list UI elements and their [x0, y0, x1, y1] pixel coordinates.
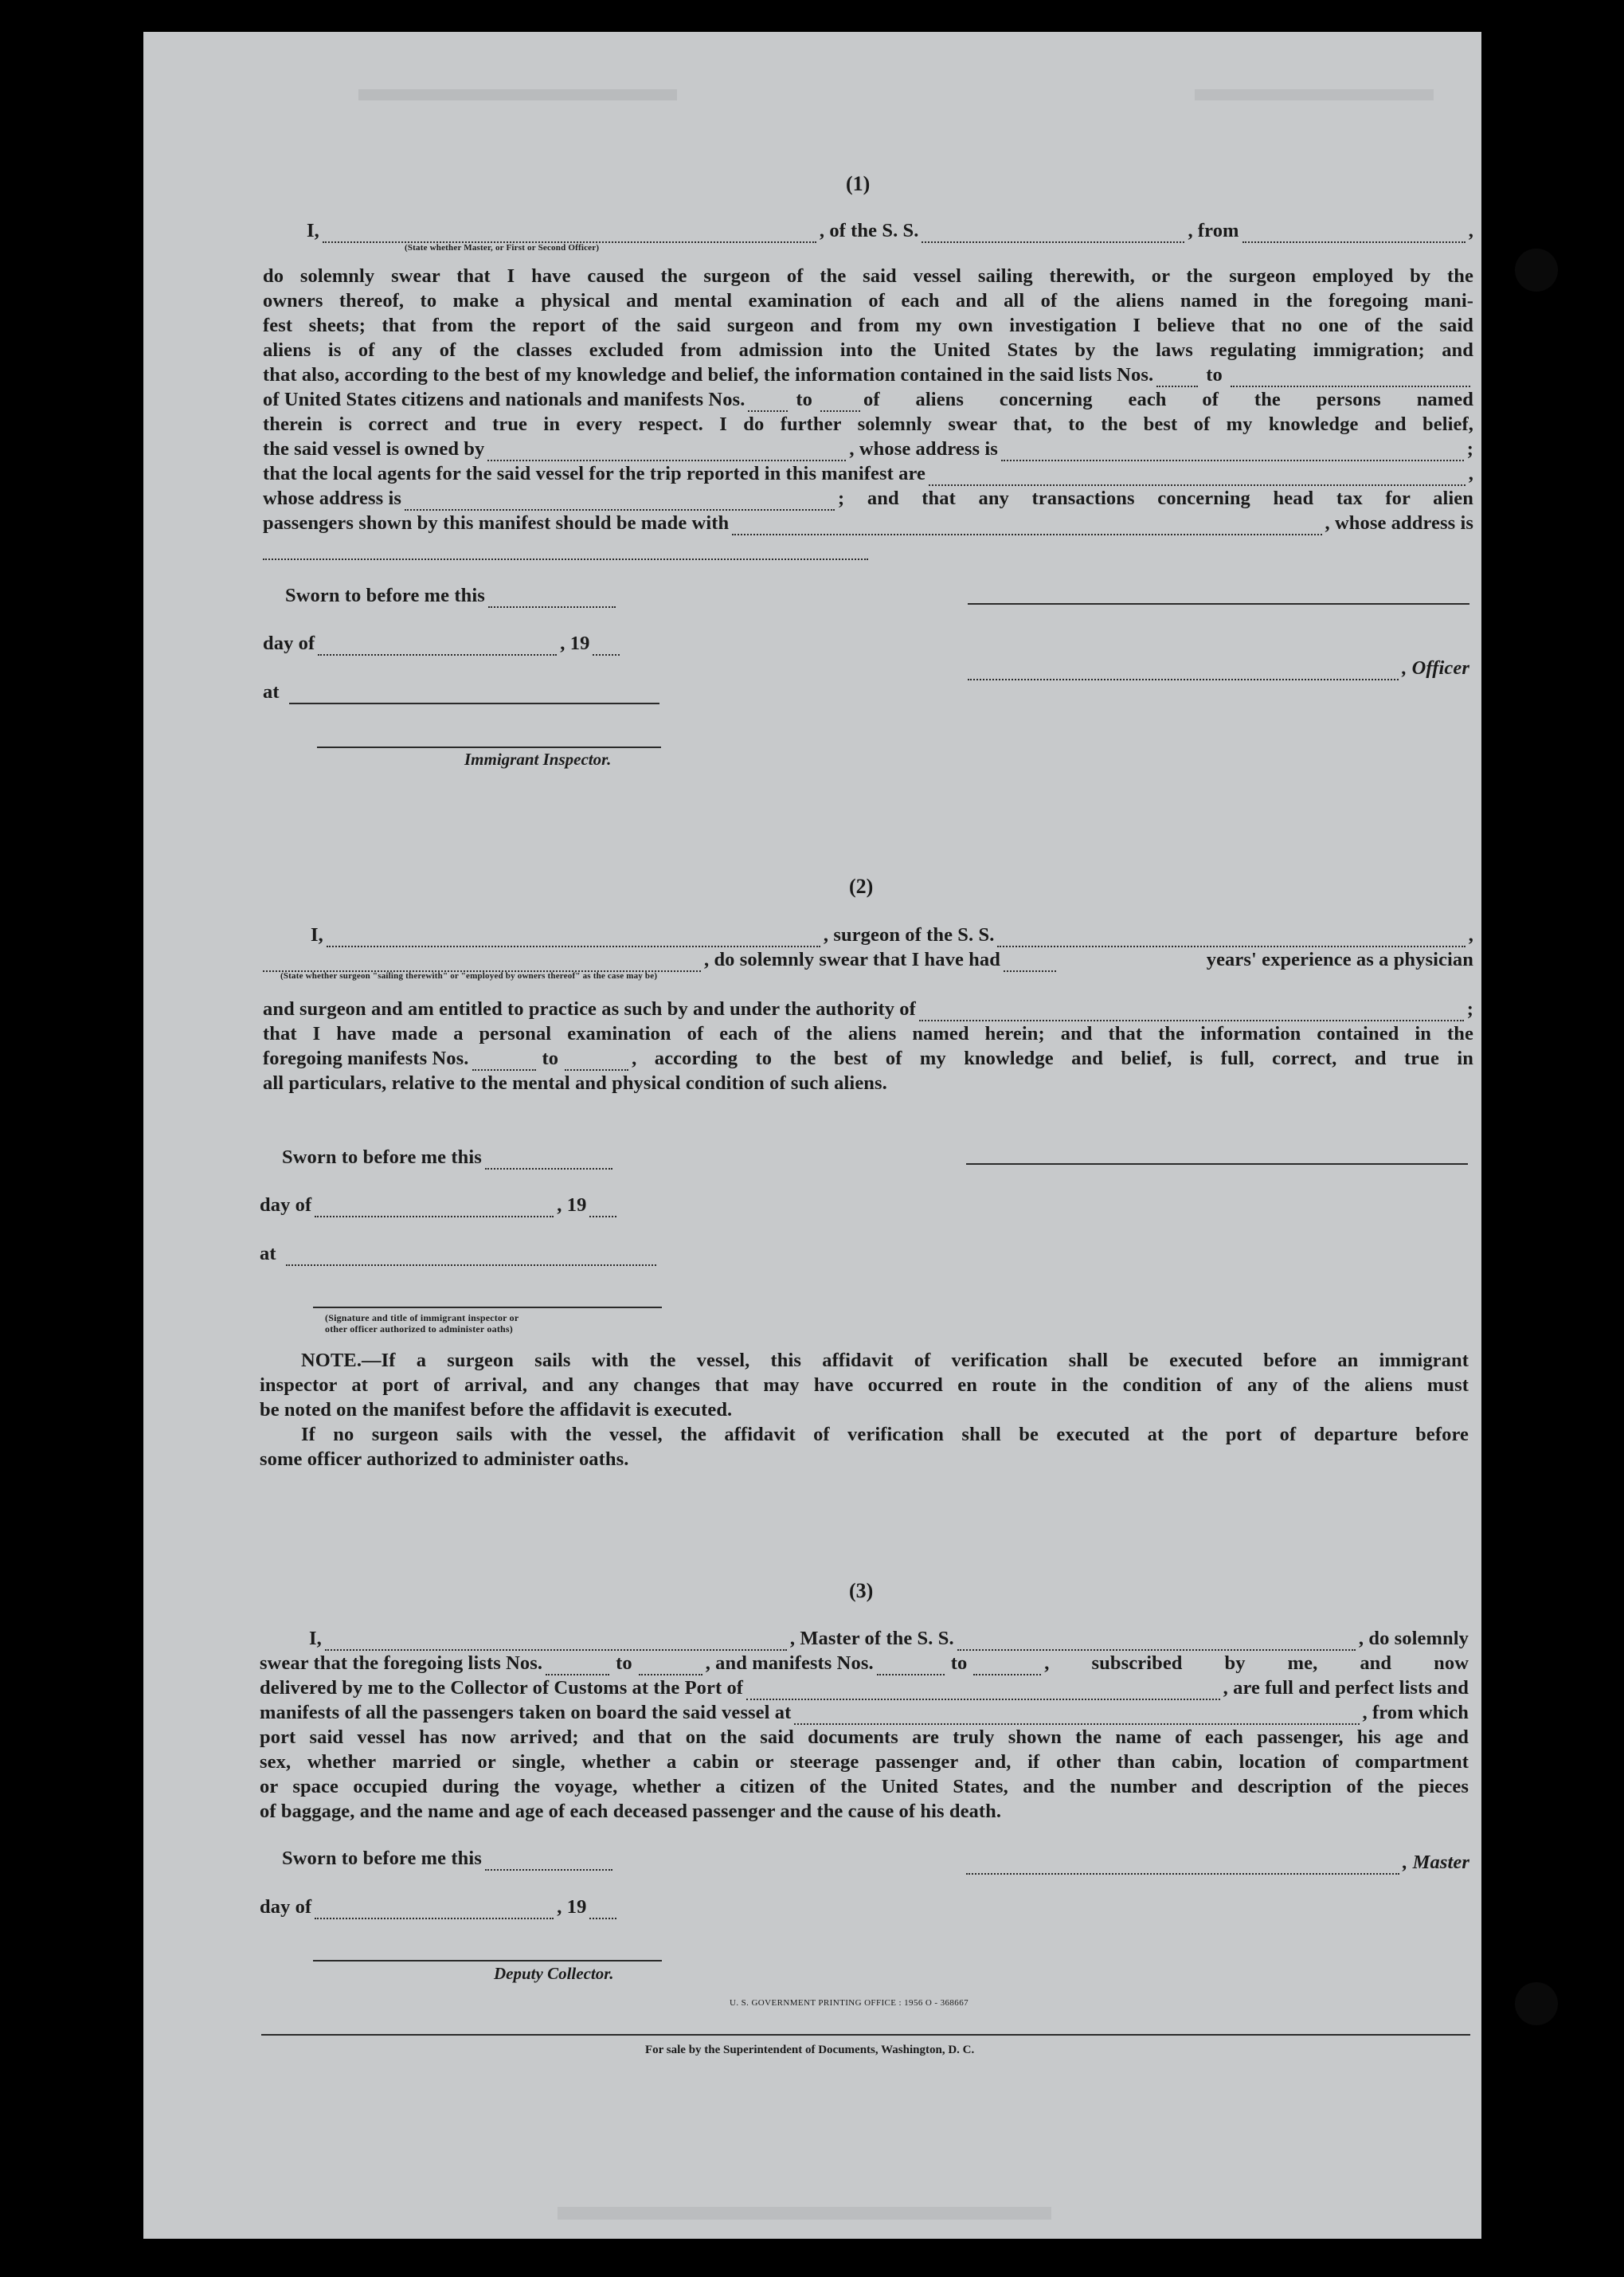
section-3-i-label: I,	[309, 1628, 322, 1649]
text-line: therein is correct and true in every respect. I do further solemnly swear that, to the best of my knowledge and belief,	[263, 413, 1473, 435]
surgeon-name-field[interactable]	[327, 930, 820, 947]
departure-port-field[interactable]	[1242, 225, 1466, 243]
local-agents-field[interactable]	[929, 468, 1466, 486]
section-2-status-hint: (State whether surgeon "sailing therewith" or "employed by owners thereof" as the case may be)	[280, 971, 658, 981]
authority-field[interactable]	[919, 1004, 1464, 1021]
text-fragment: of United States citizens and nationals and manifests Nos.	[263, 389, 745, 410]
day-of-label: day of	[263, 633, 315, 654]
text-line: all particulars, relative to the mental and physical condition of such aliens.	[263, 1072, 887, 1094]
text-line: sex, whether married or single, whether a cabin or steerage passenger and, if other than cabin, location of compartment	[260, 1751, 1469, 1773]
text-fragment: foregoing manifests Nos.	[263, 1048, 469, 1069]
section-1-at	[263, 680, 659, 704]
punch-hole-bottom	[1515, 1982, 1558, 2025]
text-fragment: ;	[1466, 998, 1473, 1020]
master-signature-field[interactable]	[966, 1857, 1399, 1875]
sworn-date-field[interactable]	[485, 1853, 612, 1871]
text-line: or space occupied during the voyage, whether a citizen of the United States, and the number and description of the pieces	[260, 1776, 1469, 1797]
text-line: do solemnly swear that I have caused the surgeon of the said vessel sailing therewith, or the surgeon employed by the	[263, 265, 1473, 287]
text-fragment: whose address is	[263, 488, 402, 509]
section-2-line-1	[263, 923, 1473, 972]
surgeon-manifests-from-field[interactable]	[472, 1053, 536, 1071]
text-fragment: swear that the foregoing lists Nos.	[260, 1652, 543, 1674]
signature-hint-2: other officer authorized to administer oaths)	[325, 1323, 513, 1334]
text-fragment: ;	[1466, 438, 1473, 460]
text-line: fest sheets; that from the report of the said surgeon and from my own investigation I believe that no one of the said	[263, 315, 1473, 336]
deputy-collector-label: Deputy Collector.	[494, 1964, 614, 1983]
text-line: that I have made a personal examination of each of the aliens named herein; and that the information contained in the	[263, 1023, 1473, 1044]
gpo-imprint: U. S. GOVERNMENT PRINTING OFFICE : 1956 O - 368667	[730, 1998, 969, 2008]
officer-signature-field[interactable]	[968, 663, 1399, 680]
master-name-field[interactable]	[325, 1633, 787, 1651]
section-1-number: (1)	[846, 172, 871, 195]
officer-rank-field[interactable]	[323, 225, 816, 243]
text-fragment: ; and that any transactions concerning head tax for alien	[838, 488, 1473, 509]
master-label: , Master	[1403, 1852, 1469, 1873]
section-2-at	[260, 1241, 659, 1266]
note-line: If no surgeon sails with the vessel, the affidavit of verification shall be executed at the port of departure before	[301, 1424, 1469, 1445]
text-fragment: that the local agents for the said vessel for the trip reported in this manifest are	[263, 463, 926, 484]
lists-to-field[interactable]	[1231, 370, 1470, 387]
day-of-label: day of	[260, 1896, 312, 1918]
section-3-number: (3)	[849, 1579, 874, 1602]
section-1-ss-label: , of the S. S.	[819, 220, 919, 241]
signature-hint-1: (Signature and title of immigrant inspector or	[325, 1312, 519, 1323]
bleed-through-mark	[1195, 89, 1434, 100]
manifests-to-field[interactable]	[973, 1658, 1041, 1675]
text-fragment: , do solemnly	[1358, 1628, 1469, 1649]
surgeon-vessel-field[interactable]	[997, 930, 1465, 947]
boarding-port-field[interactable]	[794, 1707, 1359, 1725]
text-fragment: , whose address is	[1325, 512, 1473, 534]
officer-label: , Officer	[1402, 657, 1469, 679]
text-fragment: and surgeon and am entitled to practice as such by and under the authority of	[263, 998, 916, 1020]
section-2-ss-label: , surgeon of the S. S.	[823, 924, 995, 946]
bleed-through-mark	[558, 2207, 1051, 2220]
text-fragment: to	[950, 1652, 968, 1674]
manifests-from-field[interactable]	[748, 394, 788, 412]
lists-to-field[interactable]	[639, 1658, 702, 1675]
sworn-label: Sworn to before me this	[282, 1146, 482, 1168]
text-fragment: of aliens concerning each of the persons named	[863, 389, 1473, 410]
year-field[interactable]	[589, 1902, 616, 1919]
master-signature-row	[966, 1850, 1469, 1875]
officer-signature-row	[968, 656, 1469, 680]
head-tax-contact-field[interactable]	[732, 518, 1321, 535]
section-2-dayof	[260, 1193, 620, 1217]
section-2-sworn	[282, 1145, 616, 1170]
section-1-dayof	[263, 631, 623, 656]
year-label: , 19	[557, 1194, 587, 1216]
note-line: inspector at port of arrival, and any changes that may have occurred en route in the condition of any of the aliens must	[260, 1374, 1469, 1396]
day-of-field[interactable]	[315, 1200, 554, 1217]
text-line: owners thereof, to make a physical and mental examination of each and all of the aliens named in the foregoing mani-	[263, 290, 1473, 312]
day-of-field[interactable]	[315, 1902, 554, 1919]
manifests-to-field[interactable]	[820, 394, 860, 412]
year-field[interactable]	[589, 1200, 616, 1217]
bleed-through-mark	[358, 89, 677, 100]
day-of-label: day of	[260, 1194, 312, 1216]
at-location-field[interactable]	[289, 687, 659, 704]
surgeon-status-field[interactable]	[263, 954, 701, 972]
sworn-label: Sworn to before me this	[282, 1848, 482, 1869]
surgeon-manifests-to-field[interactable]	[565, 1053, 628, 1071]
section-1-paragraph	[263, 264, 1473, 560]
section-3-sworn	[282, 1846, 616, 1871]
year-label: , 19	[557, 1896, 587, 1918]
at-label: at	[260, 1243, 276, 1264]
inspector-signature-line[interactable]	[317, 747, 661, 748]
text-fragment: , according to the best of my knowledge and belief, is full, correct, and true in	[632, 1048, 1473, 1069]
text-fragment: to	[542, 1048, 559, 1069]
section-1-rank-hint: (State whether Master, or First or Second Officer)	[405, 243, 600, 253]
year-label: , 19	[560, 633, 590, 654]
text-fragment: , subscribed by me, and now	[1044, 1652, 1469, 1674]
text-fragment: that also, according to the best of my knowledge and belief, the information contained in the said lists Nos.	[263, 364, 1154, 386]
surgeon-signature-line[interactable]	[966, 1163, 1468, 1165]
sale-notice: For sale by the Superintendent of Documents, Washington, D. C.	[645, 2044, 975, 2056]
section-3-dayof	[260, 1895, 620, 1919]
sworn-date-field[interactable]	[485, 1152, 612, 1170]
agents-address-field[interactable]	[405, 493, 835, 511]
collector-signature-line[interactable]	[313, 1960, 662, 1962]
inspector-signature-line[interactable]	[313, 1307, 662, 1308]
section-3-paragraph	[260, 1626, 1469, 1824]
text-line: aliens is of any of the classes excluded from admission into the United States by the laws regulating immigration; and	[263, 339, 1473, 361]
section-2-number: (2)	[849, 875, 874, 898]
head-tax-contact-address-field[interactable]	[263, 543, 868, 560]
sworn-label: Sworn to before me this	[285, 585, 485, 606]
section-1-i-label: I,	[307, 220, 319, 241]
note-line: some officer authorized to administer oaths.	[260, 1448, 629, 1470]
manifests-from-field[interactable]	[877, 1658, 945, 1675]
footer-rule	[261, 2034, 1470, 2036]
section-1-line-1	[263, 218, 1473, 243]
master-vessel-field[interactable]	[957, 1633, 1356, 1651]
vessel-name-field[interactable]	[922, 225, 1184, 243]
at-label: at	[263, 681, 280, 703]
text-fragment: , Master of the S. S.	[789, 1628, 954, 1649]
note-line: NOTE.—If a surgeon sails with the vessel, this affidavit of verification shall be executed before an immigrant	[301, 1350, 1469, 1371]
text-fragment: , do solemnly swear that I have had	[704, 949, 1000, 970]
text-fragment: , and manifests Nos.	[705, 1652, 874, 1674]
comma: ,	[1468, 924, 1473, 946]
text-fragment: , whose address is	[849, 438, 998, 460]
text-fragment: , from which	[1362, 1702, 1469, 1723]
text-fragment: , are full and perfect lists and	[1223, 1677, 1469, 1699]
text-fragment: to	[1206, 364, 1223, 386]
years-experience-field[interactable]	[1004, 954, 1056, 972]
section-1-from-label: , from	[1188, 220, 1239, 241]
text-fragment: years' experience as a physician	[1206, 949, 1473, 970]
lists-from-field[interactable]	[546, 1658, 609, 1675]
vessel-owner-field[interactable]	[487, 444, 846, 461]
text-fragment: manifests of all the passengers taken on board the said vessel at	[260, 1702, 792, 1723]
immigrant-inspector-label: Immigrant Inspector.	[464, 750, 612, 769]
year-field[interactable]	[593, 638, 620, 656]
master-signature-line[interactable]	[968, 603, 1469, 605]
text-fragment: ,	[1468, 463, 1473, 484]
sworn-date-field[interactable]	[488, 590, 616, 608]
collector-port-field[interactable]	[746, 1683, 1220, 1700]
section-2-paragraph	[263, 997, 1473, 1095]
lists-from-field[interactable]	[1156, 370, 1198, 387]
owner-address-field[interactable]	[1001, 444, 1464, 461]
section-2-i-label: I,	[311, 924, 323, 946]
at-location-field[interactable]	[286, 1248, 656, 1266]
note-paragraph	[260, 1348, 1469, 1472]
day-of-field[interactable]	[318, 638, 557, 656]
section-1-sworn	[285, 583, 619, 608]
text-line: of baggage, and the name and age of each deceased passenger and the cause of his death.	[260, 1801, 1002, 1822]
text-fragment: passengers shown by this manifest should be made with	[263, 512, 730, 534]
text-fragment: to	[796, 389, 813, 410]
text-fragment: to	[616, 1652, 632, 1674]
comma: ,	[1468, 220, 1473, 241]
text-line: port said vessel has now arrived; and that on the said documents are truly shown the name of each passenger, his age and	[260, 1726, 1469, 1748]
text-fragment: the said vessel is owned by	[263, 438, 485, 460]
note-line: be noted on the manifest before the affidavit is executed.	[260, 1399, 733, 1421]
punch-hole-top	[1515, 249, 1558, 292]
text-fragment: delivered by me to the Collector of Customs at the Port of	[260, 1677, 744, 1699]
